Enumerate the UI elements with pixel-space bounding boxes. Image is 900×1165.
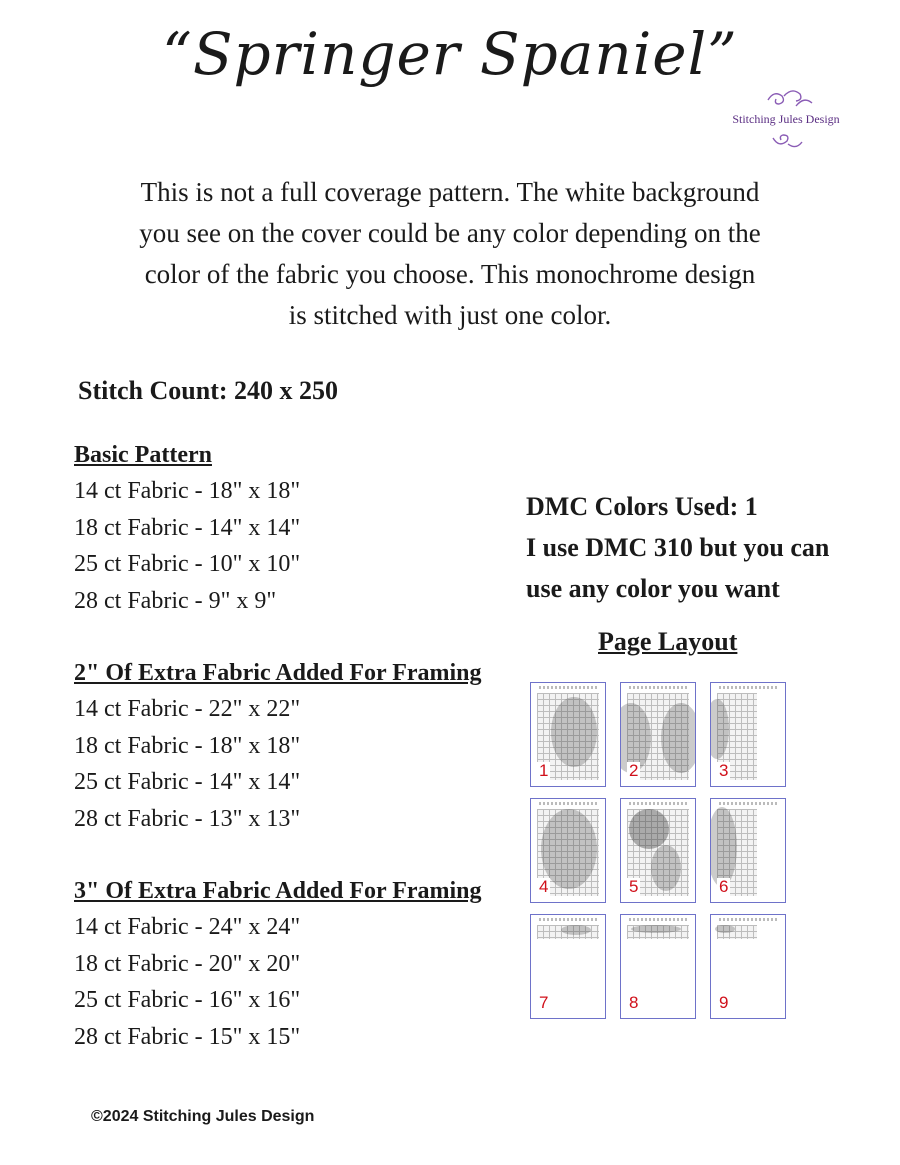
- page-thumbnail: [530, 682, 606, 787]
- stitch-count: Stitch Count: 240 x 250: [78, 376, 339, 405]
- page-thumbnail: [530, 914, 606, 1019]
- page-number: 7: [539, 993, 549, 1012]
- fabric-size-row: 25 ct Fabric - 14" x 14": [74, 769, 301, 795]
- page-thumbnail: [620, 682, 696, 787]
- page-number: 4: [539, 877, 549, 896]
- page-thumbnail: [620, 798, 696, 903]
- page-number: 2: [629, 761, 639, 780]
- page-number: 6: [719, 877, 729, 896]
- page-thumbnail: [710, 798, 786, 903]
- three-inch-framing-section: [74, 873, 482, 1055]
- logo-text: Stitching Jules Design: [732, 112, 840, 126]
- pattern-title: “Springer Spaniel”: [162, 20, 738, 88]
- fabric-size-row: 14 ct Fabric - 24" x 24": [74, 914, 301, 940]
- intro-line: is stitched with just one color.: [288, 300, 612, 330]
- fabric-size-row: 18 ct Fabric - 18" x 18": [74, 732, 301, 759]
- page-number: 5: [629, 877, 639, 896]
- fabric-size-row: 18 ct Fabric - 14" x 14": [74, 514, 301, 541]
- page-thumbnail: [620, 914, 696, 1019]
- fabric-size-row: 28 ct Fabric - 9" x 9": [74, 587, 277, 614]
- two-inch-framing-section: [74, 655, 482, 837]
- fabric-size-row: 18 ct Fabric - 20" x 20": [74, 950, 301, 977]
- page-thumbnail: [710, 682, 786, 787]
- page-number: 3: [719, 761, 729, 780]
- page-number: 9: [719, 993, 729, 1012]
- dmc-line: I use DMC 310 but you can: [526, 533, 830, 562]
- copyright-footer: ©2024 Stitching Jules Design: [91, 1108, 315, 1125]
- fabric-size-row: 28 ct Fabric - 13" x 13": [74, 805, 301, 832]
- basic-pattern-section: [74, 437, 300, 619]
- page-layout-title: Page Layout: [598, 627, 738, 656]
- section-heading: 3" Of Extra Fabric Added For Framing: [74, 878, 482, 904]
- fabric-size-row: 25 ct Fabric - 10" x 10": [74, 551, 301, 577]
- fabric-size-row: 14 ct Fabric - 18" x 18": [74, 478, 301, 504]
- page-number: 8: [629, 993, 639, 1012]
- page-number: 1: [539, 761, 549, 780]
- page-thumbnail: [530, 798, 606, 903]
- intro-paragraph: [100, 172, 800, 336]
- section-heading: 2" Of Extra Fabric Added For Framing: [74, 660, 482, 686]
- page-layout-grid: [530, 682, 795, 1022]
- brand-logo: [728, 86, 844, 156]
- section-heading: Basic Pattern: [74, 442, 212, 468]
- intro-line: This is not a full coverage pattern. The white background: [140, 177, 760, 207]
- intro-line: color of the fabric you choose. This monochrome design: [144, 259, 756, 289]
- intro-line: you see on the cover could be any color depending on the: [139, 218, 761, 248]
- fabric-size-row: 28 ct Fabric - 15" x 15": [74, 1023, 301, 1050]
- dmc-line: use any color you want: [526, 574, 780, 603]
- page-thumbnail: [710, 914, 786, 1019]
- dmc-colors-info: [526, 486, 829, 609]
- fabric-size-row: 25 ct Fabric - 16" x 16": [74, 987, 301, 1013]
- dmc-line: DMC Colors Used: 1: [526, 492, 758, 521]
- fabric-size-row: 14 ct Fabric - 22" x 22": [74, 696, 301, 722]
